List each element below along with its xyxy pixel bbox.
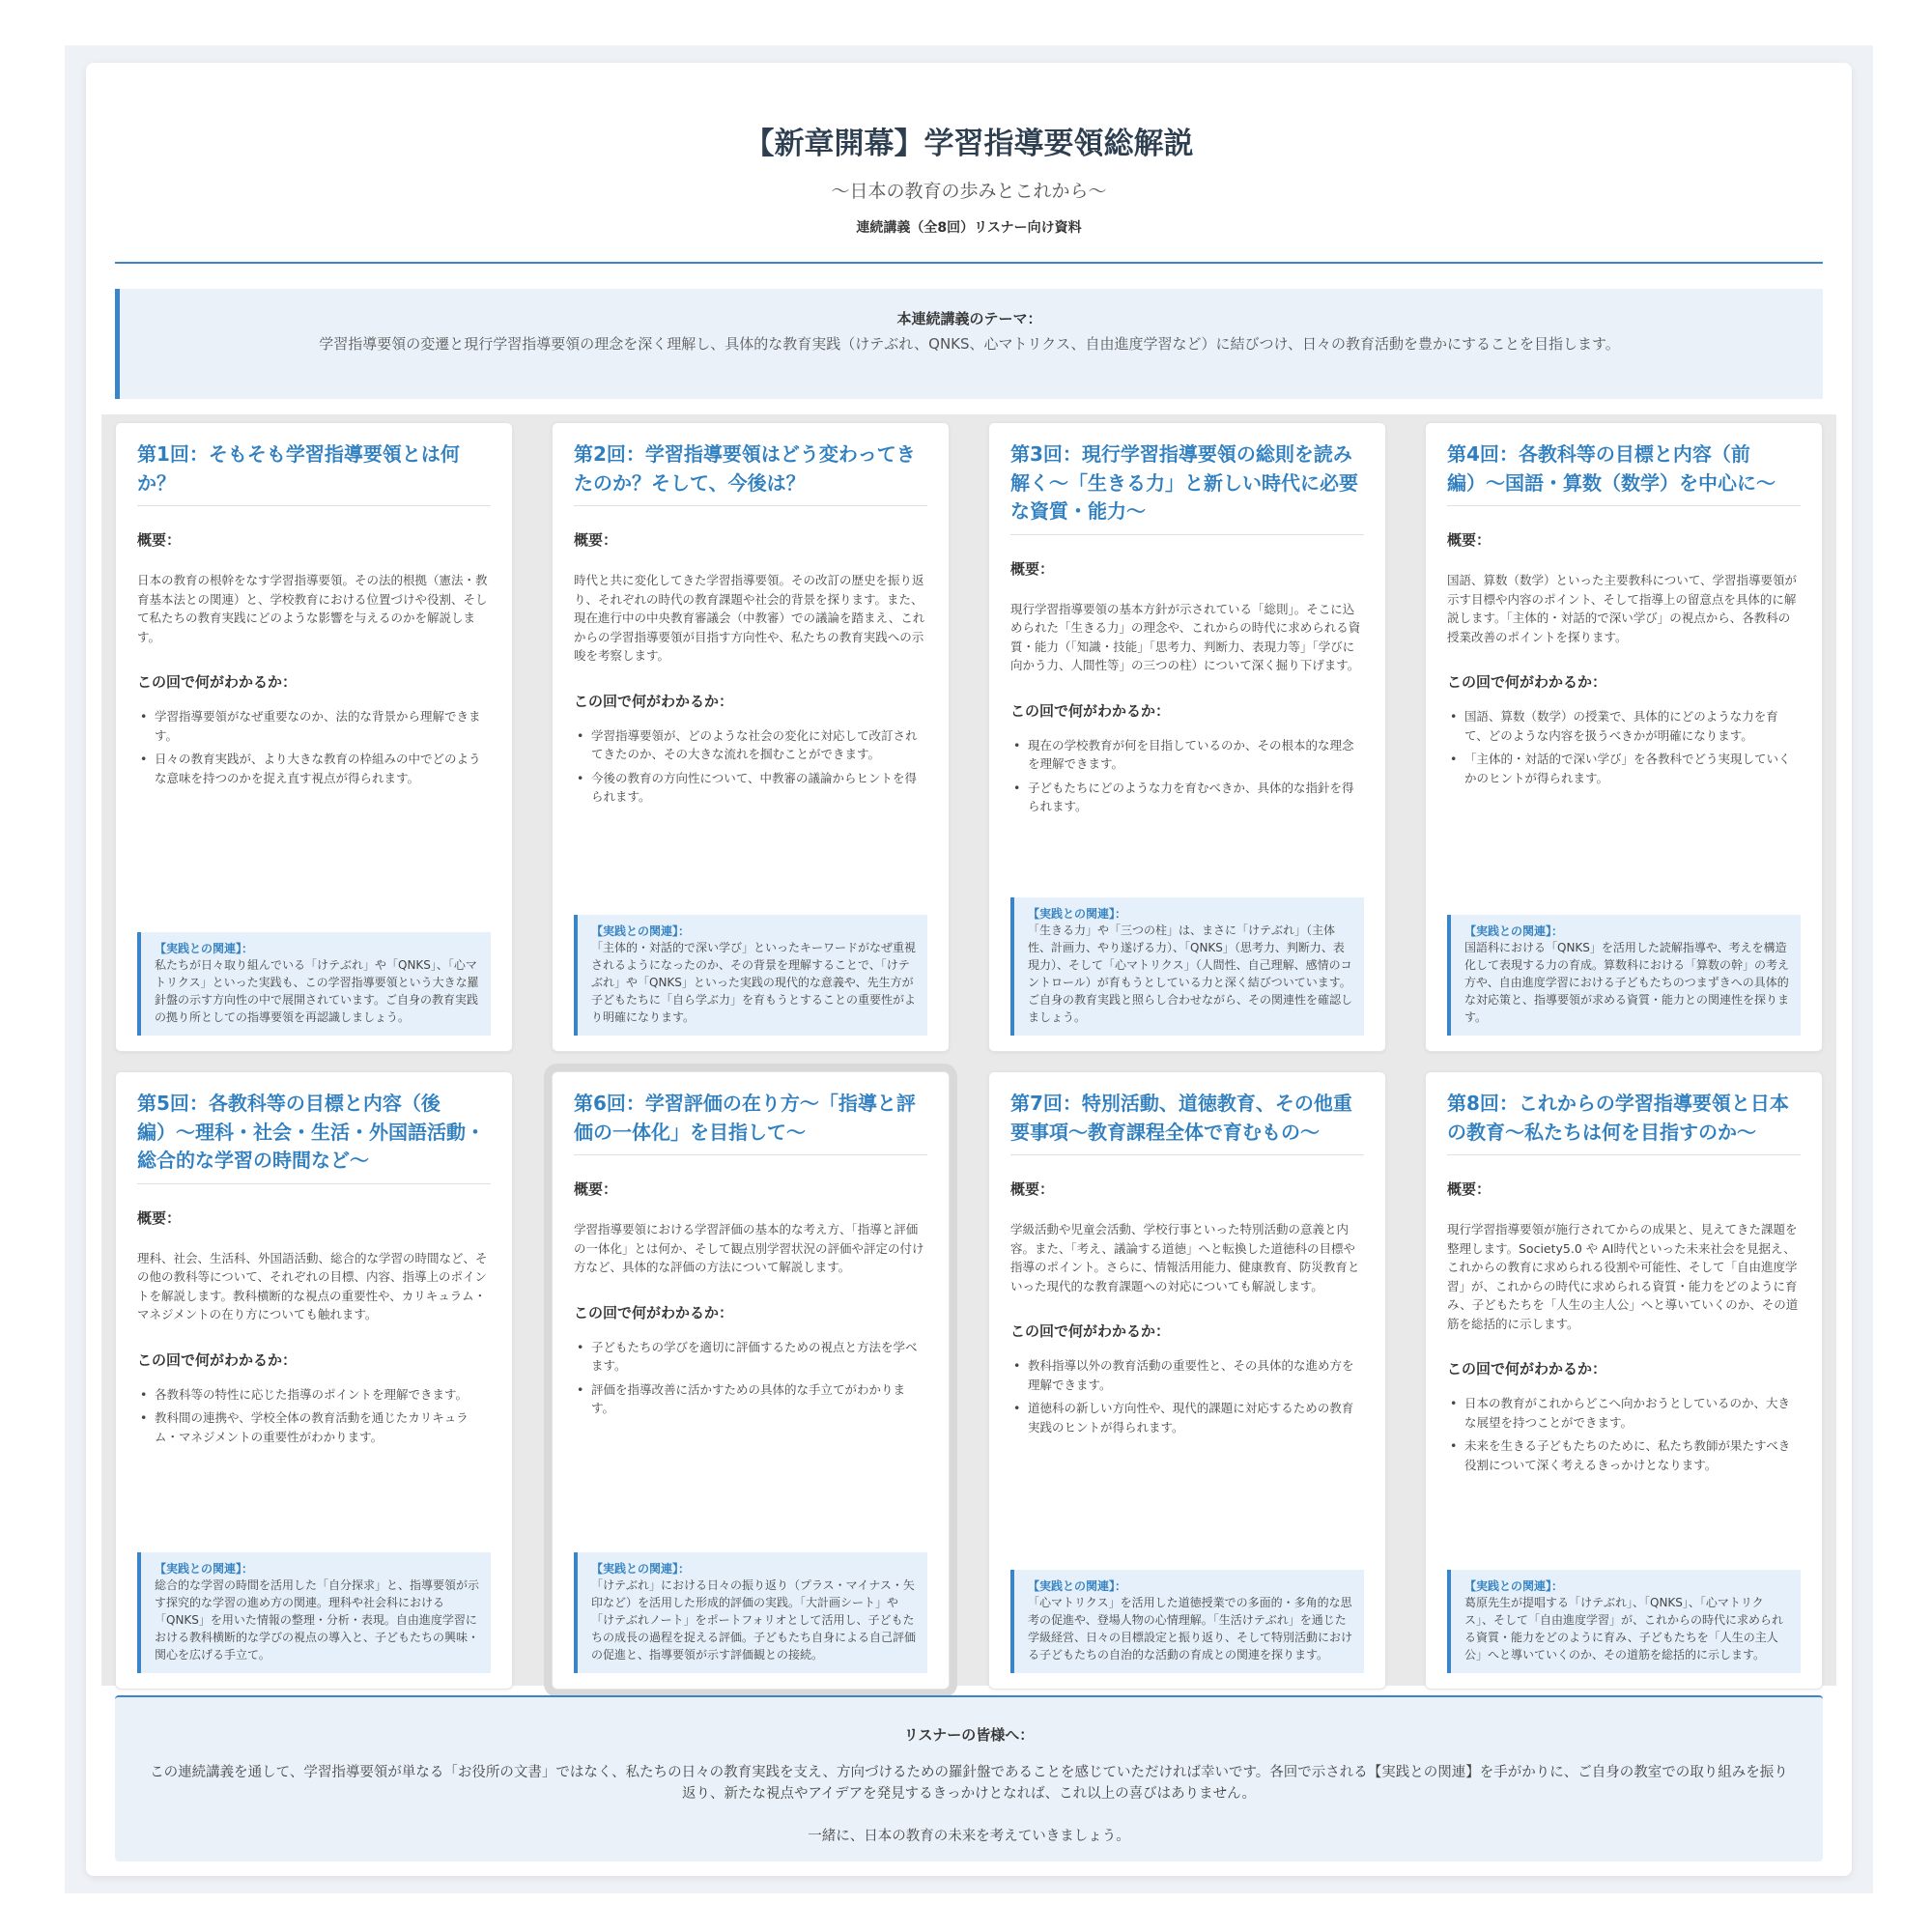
learn-label: この回で何がわかるか： xyxy=(1447,1360,1607,1378)
learn-item: • 現在の学校教育が何を目指しているのか、その根本的な理念を理解できます。 xyxy=(1010,736,1364,774)
practice-box xyxy=(1010,897,1364,1036)
overview-label: 概要： xyxy=(137,531,182,550)
practice-box xyxy=(137,932,491,1036)
practice-label: 【実践との関連】： xyxy=(1028,907,1127,921)
footer-title: リスナーの皆様へ： xyxy=(903,1726,1035,1744)
learn-list xyxy=(137,707,491,787)
learn-item: • 教科指導以外の教育活動の重要性と、その具体的な進め方を理解できます。 xyxy=(1010,1356,1364,1394)
learn-item: • 子どもたちの学びを適切に評価するための視点と方法を学べます。 xyxy=(574,1338,927,1376)
session-title: 第7回：特別活動、道徳教育、その他重要事項〜教育課程全体で育むもの〜 xyxy=(1010,1090,1364,1155)
practice-text: 「けテぶれ」における日々の振り返り（プラス・マイナス・矢印など）を活用した形成的評価の実践。「大計画シート」や「けテぶれノート」をポートフォリオとして活用し、子どもたちの成長の過程を捉える評価。子どもたち自身による自己評価の促進と、指導要領が示す評価観との接続。 xyxy=(591,1578,917,1662)
learn-item: • 未来を生きる子どもたちのために、私たち教師が果たすべき役割について深く考えるきっかけとなります。 xyxy=(1447,1436,1801,1474)
practice-text: 「主体的・対話的で深い学び」といったキーワードがなぜ重視されるようになったのか、その背景を理解することで、「けテぶれ」や「QNKS」といった実践の現代的な意義や、先生方が子どもたちに「自ら学ぶ力」を育もうとすることの重要性がより明確になります。 xyxy=(591,941,917,1024)
series-note: 連続講義（全8回）リスナー向け資料 xyxy=(856,220,1082,236)
overview-label: 概要： xyxy=(1010,1180,1055,1199)
overview-text: 学級活動や児童会活動、学校行事といった特別活動の意義と内容。また、「考え、議論する道徳」へと転換した道徳科の目標や指導のポイント。さらに、情報活用能力、健康教育、防災教育といった現代的な教育課題への対応についても解説します。 xyxy=(1010,1222,1360,1293)
practice-box xyxy=(1447,1570,1801,1673)
practice-text: 国語科における「QNKS」を活用した読解指導や、考えを構造化して表現する力の育成。算数科における「算数の幹」の考え方や、自由進度学習における子どもたちのつまずきへの具体的な対応策と、指導要領が求める資質・能力との関連性を探ります。 xyxy=(1464,941,1790,1024)
practice-text: 葛原先生が提唱する「けテぶれ」、「QNKS」、「心マトリクス」、そして「自由進度学習」が、これからの時代に求められる資質・能力をどのように育み、子どもたちを「人生の主人公」へと導いていくのか、その道筋を総括的に示します。 xyxy=(1464,1596,1784,1662)
learn-item: • 学習指導要領がなぜ重要なのか、法的な背景から理解できます。 xyxy=(137,707,491,745)
learn-item: • 学習指導要領が、どのような社会の変化に対応して改訂されてきたのか、その大きな流れを掴むことができます。 xyxy=(574,726,927,764)
session-card xyxy=(1425,1071,1823,1690)
practice-box xyxy=(137,1552,491,1673)
practice-label: 【実践との関連】： xyxy=(591,1562,691,1576)
session-title: 第2回：学習指導要領はどう変わってきたのか？そして、今後は？ xyxy=(574,440,927,506)
page-subtitle: 〜日本の教育の歩みとこれから〜 xyxy=(831,181,1107,202)
learn-label: この回で何がわかるか： xyxy=(137,673,298,692)
theme-label: 本連続講義のテーマ： xyxy=(896,310,1042,327)
session-card xyxy=(552,422,950,1052)
document-page xyxy=(86,63,1852,1876)
learn-list xyxy=(1447,1394,1801,1474)
learn-label: この回で何がわかるか： xyxy=(574,692,734,710)
learn-item: • 今後の教育の方向性について、中教審の議論からヒントを得られます。 xyxy=(574,769,927,807)
learn-item: • 子どもたちにどのような力を育むべきか、具体的な指針を得られます。 xyxy=(1010,779,1364,816)
practice-label: 【実践との関連】： xyxy=(1464,1579,1564,1593)
practice-box xyxy=(574,1552,927,1673)
practice-label: 【実践との関連】： xyxy=(155,1562,254,1576)
overview-label: 概要： xyxy=(1447,1180,1492,1199)
learn-list xyxy=(1447,707,1801,787)
session-card xyxy=(988,422,1386,1052)
header-divider xyxy=(115,262,1823,264)
practice-box xyxy=(574,915,927,1036)
session-card xyxy=(115,1071,513,1690)
practice-label: 【実践との関連】： xyxy=(1464,924,1564,938)
learn-label: この回で何がわかるか： xyxy=(1447,673,1607,692)
session-title: 第5回：各教科等の目標と内容（後編）〜理科・社会・生活・外国語活動・総合的な学習の時間など〜 xyxy=(137,1090,491,1184)
overview-text: 理科、社会、生活科、外国語活動、総合的な学習の時間など、その他の教科等について、それぞれの目標、内容、指導上のポイントを解説します。教科横断的な視点の重要性や、カリキュラム・マネジメントの在り方についても触れます。 xyxy=(137,1250,488,1322)
practice-label: 【実践との関連】： xyxy=(1028,1579,1127,1593)
learn-list xyxy=(1010,1356,1364,1436)
practice-text: 総合的な学習の時間を活用した「自分探求」と、指導要領が示す探究的な学習の進め方の関連。理科や社会科における「QNKS」を用いた情報の整理・分析・表現。自由進度学習における教科横断的な学びの視点の導入と、子どもたちの興味・関心を広げる手立て。 xyxy=(155,1578,480,1662)
overview-text: 国語、算数（数学）といった主要教科について、学習指導要領が示す目標や内容のポイント、そして指導上の留意点を具体的に解説します。「主体的・対話的で深い学び」の視点から、各教科の授業改善のポイントを探ります。 xyxy=(1447,573,1798,644)
session-title: 第1回：そもそも学習指導要領とは何か？ xyxy=(137,440,491,506)
session-title: 第3回：現行学習指導要領の総則を読み解く〜「生きる力」と新しい時代に必要な資質・能力〜 xyxy=(1010,440,1364,535)
learn-list xyxy=(574,726,927,807)
overview-label: 概要： xyxy=(137,1208,182,1227)
overview-label: 概要： xyxy=(574,531,618,550)
practice-label: 【実践との関連】： xyxy=(155,942,254,955)
learn-label: この回で何がわかるか： xyxy=(1010,1322,1171,1341)
learn-item: • 国語、算数（数学）の授業で、具体的にどのような力を育て、どのような内容を扱うべきかが明確になります。 xyxy=(1447,707,1801,745)
learn-list xyxy=(1010,736,1364,816)
session-card xyxy=(1425,422,1823,1052)
page-backdrop xyxy=(65,45,1873,1893)
practice-text: 私たちが日々取り組んでいる「けテぶれ」や「QNKS」、「心マトリクス」といった実践も、この学習指導要領という大きな羅針盤の示す方向性の中で展開されています。ご自身の教育実践の拠り所としての指導要領を再認識しましょう。 xyxy=(155,958,479,1024)
practice-box xyxy=(1010,1570,1364,1673)
session-card xyxy=(552,1071,950,1690)
learn-item: • 道徳科の新しい方向性や、現代的課題に対応するための教育実践のヒントが得られます。 xyxy=(1010,1399,1364,1436)
theme-box xyxy=(115,289,1823,399)
learn-list xyxy=(574,1338,927,1418)
session-title: 第6回：学習評価の在り方〜「指導と評価の一体化」を目指して〜 xyxy=(574,1090,927,1155)
session-title: 第4回：各教科等の目標と内容（前編）〜国語・算数（数学）を中心に〜 xyxy=(1447,440,1801,506)
overview-label: 概要： xyxy=(1447,531,1492,550)
learn-list xyxy=(137,1385,491,1447)
overview-text: 時代と共に変化してきた学習指導要領。その改訂の歴史を振り返り、それぞれの時代の教育課題や社会的背景を探ります。また、現在進行中の中央教育審議会（中教審）での議論を踏まえ、これからの学習指導要領が目指す方向性や、私たちの教育実践への示唆を考察します。 xyxy=(574,573,925,664)
listener-message-box xyxy=(115,1695,1823,1861)
learn-label: この回で何がわかるか： xyxy=(574,1303,734,1321)
practice-label: 【実践との関連】： xyxy=(591,924,691,938)
session-title: 第8回：これからの学習指導要領と日本の教育〜私たちは何を目指すのか〜 xyxy=(1447,1090,1801,1155)
theme-text: 学習指導要領の変遷と現行学習指導要領の理念を深く理解し、具体的な教育実践（けテぶれ、QNKS、心マトリクス、自由進度学習など）に結びつけ、日々の教育活動を豊かにすることを目指します。 xyxy=(319,335,1620,353)
learn-item: • 日々の教育実践が、より大きな教育の枠組みの中でどのような意味を持つのかを捉え直す視点が得られます。 xyxy=(137,750,491,787)
overview-label: 概要： xyxy=(1010,559,1055,578)
learn-item: • 教科間の連携や、学校全体の教育活動を通じたカリキュラム・マネジメントの重要性がわかります。 xyxy=(137,1408,491,1446)
practice-text: 「生きる力」や「三つの柱」は、まさに「けテぶれ」（主体性、計画力、やり遂げる力）、「QNKS」（思考力、判断力、表現力）、そして「心マトリクス」（人間性、自己理解、感情のコントロール）が育もうとしている力と深く結びついています。ご自身の教育実践と照らし合わせながら、その関連性を確認しましょう。 xyxy=(1028,923,1353,1024)
learn-item: • 日本の教育がこれからどこへ向かおうとしているのか、大きな展望を持つことができます。 xyxy=(1447,1394,1801,1432)
learn-item: • 各教科等の特性に応じた指導のポイントを理解できます。 xyxy=(137,1385,491,1405)
session-card xyxy=(115,422,513,1052)
learn-label: この回で何がわかるか： xyxy=(137,1350,298,1369)
footer-closing: 一緒に、日本の教育の未来を考えていきましょう。 xyxy=(808,1828,1130,1844)
session-card xyxy=(988,1071,1386,1690)
learn-item: • 「主体的・対話的で深い学び」を各教科でどう実現していくかのヒントが得られます。 xyxy=(1447,750,1801,787)
overview-text: 現行学習指導要領が施行されてからの成果と、見えてきた課題を整理します。Society5.0 や AI時代といった未来社会を見据え、これからの教育に求められる役割や可能性、そして「自由進度学習」が、これからの時代に求められる資質・能力をどのように育み、子どもたちを「人生の主人公」へと導いていくのか、その道筋を総括的に示します。 xyxy=(1447,1222,1799,1331)
overview-text: 学習指導要領における学習評価の基本的な考え方、「指導と評価の一体化」とは何か、そして観点別学習状況の評価や評定の付け方など、具体的な評価の方法について解説します。 xyxy=(574,1222,924,1275)
learn-label: この回で何がわかるか： xyxy=(1010,701,1171,720)
overview-text: 日本の教育の根幹をなす学習指導要領。その法的根拠（憲法・教育基本法との関連）と、学校教育における位置づけや役割、そして私たちの教育実践にどのような影響を与えるのかを解説します。 xyxy=(137,573,488,644)
learn-item: • 評価を指導改善に活かすための具体的な手立てがわかります。 xyxy=(574,1380,927,1418)
overview-text: 現行学習指導要領の基本方針が示されている「総則」。そこに込められた「生きる力」の理念や、これからの時代に求められる資質・能力（「知識・技能」「思考力、判断力、表現力等」「学びに向かう力、人間性等」の三つの柱）について深く掘り下げます。 xyxy=(1010,601,1361,673)
page-title: 【新章開幕】学習指導要領総解説 xyxy=(744,127,1194,161)
practice-text: 「心マトリクス」を活用した道徳授業での多面的・多角的な思考の促進や、登場人物の心情理解。「生活けテぶれ」を通じた学級経営、日々の目標設定と振り返り、そして特別活動における子どもたちの自治的な活動の育成との関連を探ります。 xyxy=(1028,1596,1353,1662)
footer-text: この連続講義を通して、学習指導要領が単なる「お役所の文書」ではなく、私たちの日々の教育実践を支え、方向づけるための羅針盤であることを感じていただければ幸いです。各回で示される【実践との関連】を手がかりに、ご自身の教室での取り組みを振り返り、新たな視点やアイデアを発見するきっかけとなれば、これ以上の喜びはありません。 xyxy=(150,1765,1788,1803)
overview-label: 概要： xyxy=(574,1180,618,1199)
practice-box xyxy=(1447,915,1801,1036)
